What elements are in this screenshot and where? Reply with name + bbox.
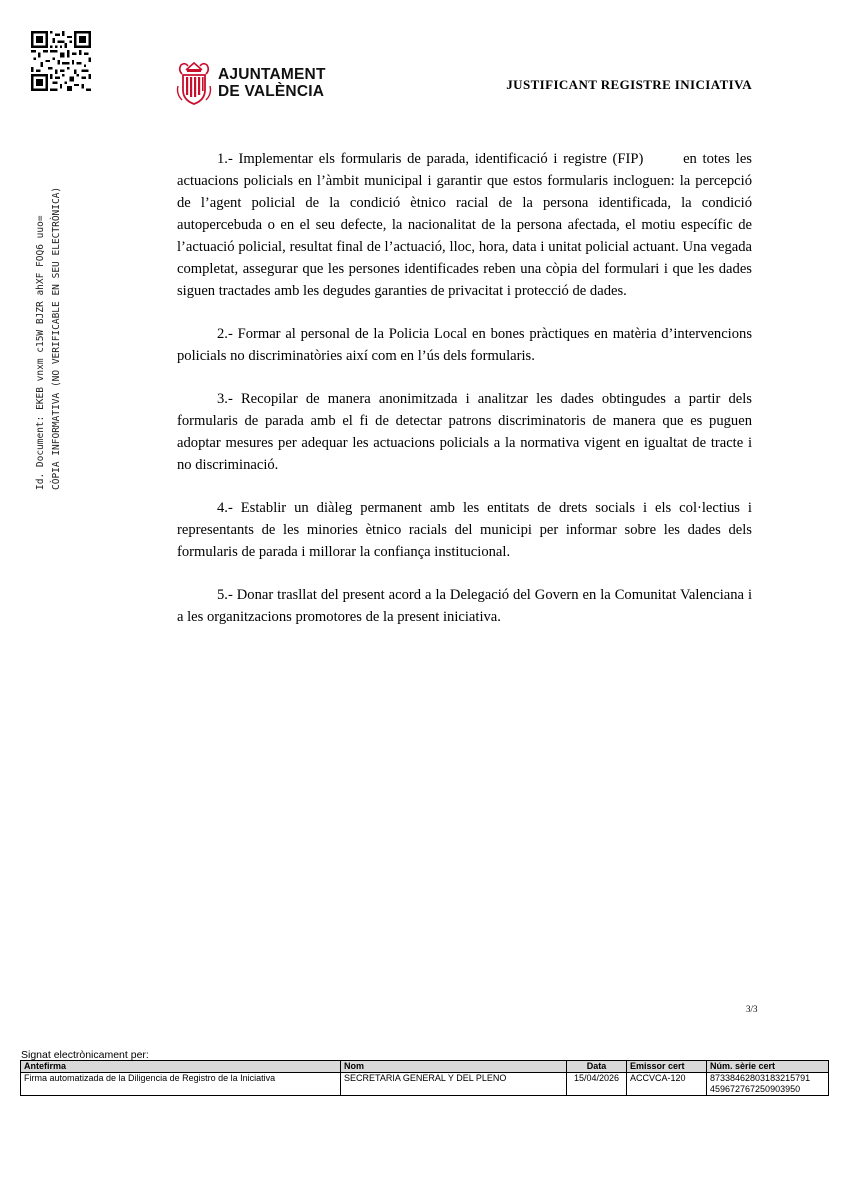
copy-notice-text: CÒPIA INFORMATIVA (NO VERIFICABLE EN SEU ELECTRÒNICA) xyxy=(51,186,62,490)
header-antefirma: Antefirma xyxy=(21,1061,341,1073)
side-document-id xyxy=(33,150,65,490)
document-body xyxy=(177,148,752,649)
cell-data: 15/04/2026 xyxy=(567,1073,627,1096)
paragraph-4: 4.- Establir un diàleg permanent amb les entitats de drets socials i els col·lectius i representants de les minories ètnico racials del municipi per informar sobre les dades dels formularis de parada i millorar la confiança institucional. xyxy=(177,500,752,560)
paragraph-5: 5.- Donar trasllat del present acord a la Delegació del Govern en la Comunitat Valenciana i a les organitzacions promotores de la present iniciativa. xyxy=(177,587,752,625)
header-serie: Núm. sèrie cert xyxy=(707,1061,829,1073)
org-name-line2: DE VALÈNCIA xyxy=(218,83,325,100)
document-id-text: Id. Document: EKEB vnxm c15W BJZR ahXF FOQ6 uuo= xyxy=(35,215,46,490)
header-data: Data xyxy=(567,1061,627,1073)
city-logo xyxy=(176,60,326,106)
serie-line2: 459672767250903950 xyxy=(710,1084,801,1094)
org-name-line1: AJUNTAMENT xyxy=(218,66,326,83)
paragraph-2: 2.- Formar al personal de la Policia Local en bones pràctiques en matèria d’intervencions policials no discriminatòries així com en l’ús dels formularis. xyxy=(177,326,752,364)
signature-table xyxy=(20,1060,829,1096)
signature-header-row xyxy=(21,1061,829,1073)
cell-serie xyxy=(707,1073,829,1096)
qr-code-icon xyxy=(31,31,91,91)
signature-row xyxy=(21,1073,829,1096)
signature-label: Signat electrònicament per: xyxy=(21,1049,149,1061)
header-emissor: Emissor cert xyxy=(627,1061,707,1073)
cell-emissor: ACCVCA-120 xyxy=(627,1073,707,1096)
cell-nom: SECRETARIA GENERAL Y DEL PLENO xyxy=(341,1073,567,1096)
page-number: 3/3 xyxy=(746,1004,758,1014)
header-nom: Nom xyxy=(341,1061,567,1073)
paragraph-3: 3.- Recopilar de manera anonimitzada i analitzar les dades obtingudes a partir dels formularis de parada amb el fi de detectar patrons discriminatoris de manera que es puguen adoptar mesures per adequar les actuacions policials a la normativa vigent en igualtat de tracte i no discriminació. xyxy=(177,391,752,473)
city-crest-logo xyxy=(176,60,212,106)
paragraph-1: 1.- Implementar els formularis de parada, identificació i registre (FIP) en totes les actuacions policials en l’àmbit municipal i garantir que estos formularis incloguen: la percepció de l’agent policial de la condició ètnico racial de la persona identificada, la condició autopercebuda o en el seu defecte, la nacionalitat de la persona afectada, el motiu específic de l’actuació policial, resultat final de l’actuació, lloc, hora, data i unitat policial actuant. Una vegada completat, assegurar que les persones identificades reben una còpia del formulari i que les dades siguen tractades amb les degudes garanties de privacitat i protecció de dades. xyxy=(177,151,752,299)
serie-line1: 87338462803183215791 xyxy=(710,1073,811,1083)
cell-antefirma: Firma automatizada de la Diligencia de Registro de la Iniciativa xyxy=(21,1073,341,1096)
document-title: JUSTIFICANT REGISTRE INICIATIVA xyxy=(506,77,752,92)
